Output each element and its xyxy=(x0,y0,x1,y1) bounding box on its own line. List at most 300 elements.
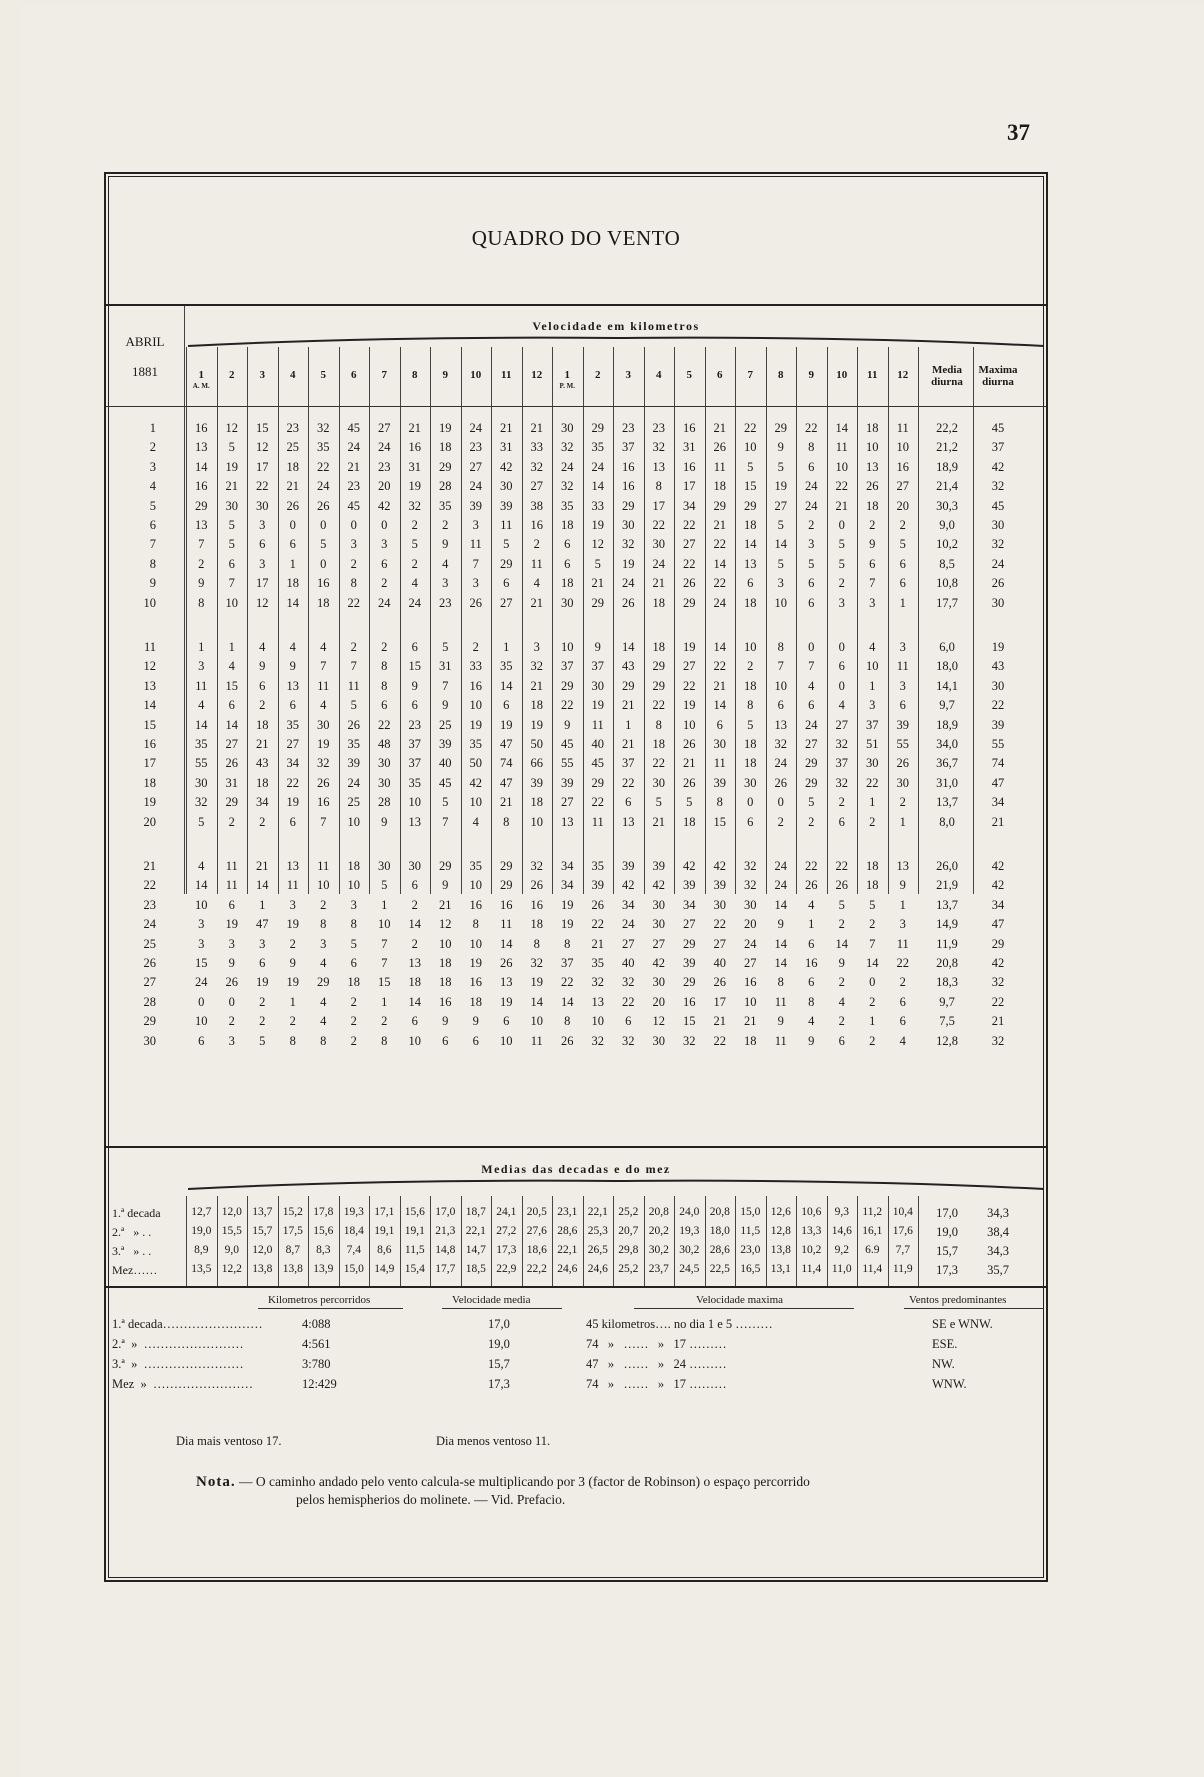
table-cell: 24 xyxy=(774,859,787,873)
table-cell: 2 xyxy=(838,917,845,932)
table-cell: 32 xyxy=(408,498,421,513)
hour-label: 8 xyxy=(778,369,784,381)
media-cell: 9,0 xyxy=(939,518,955,532)
column-rule xyxy=(918,347,919,894)
table-cell: 15 xyxy=(408,659,421,674)
table-cell: 4 xyxy=(198,698,205,713)
table-cell: 0 xyxy=(228,994,235,1009)
table-cell: 16 xyxy=(896,459,909,474)
table-cell: 18 xyxy=(530,698,543,713)
table-cell: 11 xyxy=(530,1033,543,1048)
table-cell: 6 xyxy=(777,698,784,713)
table-cell: 27 xyxy=(744,956,757,970)
table-cell: 18 xyxy=(439,956,452,970)
medias-cell: 12,6 xyxy=(770,1206,791,1218)
pm-label: P. M. xyxy=(559,382,575,390)
media-cell: 20,8 xyxy=(936,956,958,970)
table-cell: 21 xyxy=(835,498,848,513)
table-cell: 3 xyxy=(838,595,845,610)
table-cell: 2 xyxy=(411,518,418,532)
table-cell: 45 xyxy=(561,737,574,751)
maxima-cell: 42 xyxy=(991,859,1005,873)
table-cell: 6 xyxy=(564,537,571,552)
table-cell: 21 xyxy=(256,737,269,751)
hour-header xyxy=(461,369,492,381)
table-cell: 21 xyxy=(530,421,543,435)
table-cell: 1 xyxy=(899,897,906,912)
table-cell: 4 xyxy=(320,1014,327,1029)
table-cell: 0 xyxy=(838,678,845,693)
table-cell: 19 xyxy=(439,421,452,435)
table-cell: 26 xyxy=(805,878,818,893)
table-cell: 2 xyxy=(899,518,906,532)
medias-label: Mez…… xyxy=(112,1263,158,1277)
header-brace xyxy=(186,334,1046,348)
medias-cell: 11,5 xyxy=(740,1225,761,1237)
medias-cell: 9,0 xyxy=(224,1244,239,1256)
table-cell: 3 xyxy=(350,537,357,552)
hour-header xyxy=(857,369,888,381)
day-label: 8 xyxy=(149,556,156,571)
hour-header xyxy=(888,369,919,381)
medias-cell: 15,0 xyxy=(343,1263,364,1275)
table-cell: 5 xyxy=(594,556,601,571)
medias-cell: 11,0 xyxy=(831,1263,852,1275)
table-cell: 23 xyxy=(286,421,299,435)
note-label: Nota. xyxy=(196,1474,236,1490)
table-cell: 5 xyxy=(747,459,754,474)
day-label: 24 xyxy=(143,917,156,932)
day-label: 25 xyxy=(143,936,156,951)
table-cell: 39 xyxy=(439,737,452,751)
maxima-cell: 45 xyxy=(991,498,1005,513)
table-cell: 23 xyxy=(378,459,391,474)
table-cell: 14 xyxy=(195,878,208,893)
table-cell: 18 xyxy=(683,814,696,829)
table-cell: 19 xyxy=(469,956,482,970)
table-cell: 5 xyxy=(350,698,357,713)
table-cell: 35 xyxy=(469,737,482,751)
table-cell: 45 xyxy=(347,498,360,513)
table-cell: 55 xyxy=(561,756,574,771)
table-cell: 28 xyxy=(439,479,452,494)
table-cell: 26 xyxy=(713,975,726,990)
maxima-cell: 42 xyxy=(991,459,1005,474)
table-cell: 26 xyxy=(317,498,330,513)
medias-media-cell: 15,7 xyxy=(936,1244,958,1258)
day-label: 6 xyxy=(149,518,156,532)
table-cell: 2 xyxy=(350,1033,357,1048)
table-cell: 18 xyxy=(439,440,452,455)
summary-label: 2.ª » …………………… xyxy=(112,1337,244,1351)
table-cell: 22 xyxy=(805,421,818,435)
table-cell: 30 xyxy=(378,775,391,790)
table-cell: 29 xyxy=(744,498,757,513)
table-cell: 3 xyxy=(289,897,296,912)
table-cell: 16 xyxy=(683,459,696,474)
medias-cell: 20,7 xyxy=(618,1225,639,1237)
maxima-cell: 32 xyxy=(991,975,1005,990)
table-cell: 27 xyxy=(835,717,848,732)
table-cell: 42 xyxy=(622,878,635,893)
table-cell: 30 xyxy=(866,756,879,771)
maxima-cell: 43 xyxy=(991,659,1005,674)
table-cell: 5 xyxy=(411,537,418,552)
table-cell: 2 xyxy=(899,795,906,810)
table-cell: 13 xyxy=(896,859,909,873)
table-cell: 5 xyxy=(442,640,449,654)
table-cell: 19 xyxy=(591,698,604,713)
medias-cell: 15,5 xyxy=(221,1225,242,1237)
table-cell: 34 xyxy=(561,878,574,893)
table-cell: 24 xyxy=(774,756,787,771)
table-cell: 3 xyxy=(198,917,205,932)
table-cell: 21 xyxy=(500,795,513,810)
column-rule xyxy=(918,1196,919,1286)
table-cell: 30 xyxy=(652,537,665,552)
table-cell: 23 xyxy=(347,479,360,494)
table-cell: 27 xyxy=(683,917,696,932)
table-cell: 16 xyxy=(469,678,482,693)
table-cell: 9 xyxy=(869,537,876,552)
table-cell: 26 xyxy=(683,737,696,751)
table-cell: 14 xyxy=(195,717,208,732)
table-cell: 29 xyxy=(591,595,604,610)
table-cell: 16 xyxy=(195,479,208,494)
table-cell: 4 xyxy=(320,956,327,970)
table-cell: 23 xyxy=(652,421,665,435)
table-cell: 30 xyxy=(195,775,208,790)
table-cell: 13 xyxy=(195,518,208,532)
hour-label: 4 xyxy=(290,369,296,381)
medias-cell: 23,1 xyxy=(557,1206,578,1218)
table-cell: 30 xyxy=(896,775,909,790)
table-cell: 7 xyxy=(320,814,327,829)
medias-cell: 25,2 xyxy=(618,1263,639,1275)
media-cell: 14,1 xyxy=(936,678,958,693)
table-cell: 22 xyxy=(561,698,574,713)
summary-vento: WNW. xyxy=(932,1377,967,1391)
table-cell: 11 xyxy=(195,678,208,693)
day-label: 29 xyxy=(143,1014,156,1029)
table-cell: 22 xyxy=(317,459,330,474)
day-label: 13 xyxy=(143,678,156,693)
table-cell: 13 xyxy=(866,459,879,474)
table-cell: 19 xyxy=(225,459,238,474)
table-cell: 26 xyxy=(774,775,787,790)
hour-label: 7 xyxy=(381,369,387,381)
medias-cell: 27,6 xyxy=(526,1225,547,1237)
table-cell: 37 xyxy=(408,737,421,751)
table-cell: 34 xyxy=(683,498,696,513)
table-cell: 35 xyxy=(591,859,604,873)
table-cell: 17 xyxy=(256,459,269,474)
table-cell: 24 xyxy=(347,440,360,455)
table-cell: 2 xyxy=(350,556,357,571)
table-cell: 21 xyxy=(591,576,604,591)
maxima-cell: 24 xyxy=(991,556,1005,571)
table-cell: 3 xyxy=(869,595,876,610)
table-cell: 32 xyxy=(744,878,757,893)
medias-cell: 15,6 xyxy=(313,1225,334,1237)
summary-km: 12:429 xyxy=(302,1377,337,1391)
hour-header xyxy=(278,369,309,381)
table-cell: 3 xyxy=(259,518,266,532)
table-cell: 4 xyxy=(442,556,449,571)
media-cell: 17,7 xyxy=(936,595,958,610)
media-cell: 31,0 xyxy=(936,775,958,790)
media-cell: 21,4 xyxy=(936,479,958,494)
table-cell: 14 xyxy=(408,994,421,1009)
table-cell: 21 xyxy=(652,576,665,591)
table-cell: 10 xyxy=(530,1014,543,1029)
table-cell: 29 xyxy=(591,421,604,435)
table-cell: 42 xyxy=(713,859,726,873)
table-cell: 5 xyxy=(320,537,327,552)
table-cell: 5 xyxy=(228,440,235,455)
table-cell: 27 xyxy=(896,479,909,494)
table-cell: 15 xyxy=(378,975,391,990)
table-cell: 19 xyxy=(408,479,421,494)
media-cell: 18,9 xyxy=(936,717,958,732)
table-cell: 32 xyxy=(835,737,848,751)
note xyxy=(196,1474,810,1491)
table-cell: 10 xyxy=(561,640,574,654)
table-cell: 14 xyxy=(774,537,787,552)
media-cell: 21,9 xyxy=(936,878,958,893)
table-cell: 24 xyxy=(652,556,665,571)
table-cell: 10 xyxy=(591,1014,604,1029)
table-cell: 51 xyxy=(866,737,879,751)
table-cell: 24 xyxy=(713,595,726,610)
hour-header xyxy=(827,369,858,381)
table-cell: 16 xyxy=(500,897,513,912)
table-cell: 24 xyxy=(774,878,787,893)
table-cell: 35 xyxy=(195,737,208,751)
table-cell: 19 xyxy=(286,917,299,932)
summary-header-underline xyxy=(634,1308,854,1309)
table-cell: 29 xyxy=(439,459,452,474)
table-cell: 12 xyxy=(225,421,238,435)
table-cell: 3 xyxy=(198,936,205,951)
table-cell: 32 xyxy=(622,1033,635,1048)
table-cell: 27 xyxy=(622,936,635,951)
hour-header xyxy=(217,369,248,381)
table-cell: 4 xyxy=(808,897,815,912)
table-cell: 14 xyxy=(500,678,513,693)
hour-header xyxy=(369,369,400,381)
table-cell: 29 xyxy=(195,498,208,513)
table-cell: 4 xyxy=(411,576,418,591)
medias-cell: 14,7 xyxy=(465,1244,486,1256)
table-cell: 26 xyxy=(622,595,635,610)
table-cell: 8 xyxy=(472,917,479,932)
table-cell: 13 xyxy=(195,440,208,455)
table-cell: 5 xyxy=(503,537,510,552)
table-cell: 30 xyxy=(317,717,330,732)
table-cell: 32 xyxy=(744,859,757,873)
table-cell: 32 xyxy=(195,795,208,810)
medias-cell: 17,1 xyxy=(374,1206,395,1218)
table-cell: 4 xyxy=(289,640,296,654)
table-cell: 26 xyxy=(713,440,726,455)
table-cell: 32 xyxy=(591,1033,604,1048)
table-cell: 40 xyxy=(713,956,726,970)
table-cell: 2 xyxy=(228,814,235,829)
table-cell: 14 xyxy=(866,956,879,970)
table-cell: 10 xyxy=(408,1033,421,1048)
table-cell: 16 xyxy=(195,421,208,435)
table-cell: 18 xyxy=(561,576,574,591)
table-cell: 14 xyxy=(561,994,574,1009)
table-cell: 30 xyxy=(408,859,421,873)
table-cell: 7 xyxy=(869,576,876,591)
table-cell: 18 xyxy=(408,975,421,990)
table-cell: 6 xyxy=(808,459,815,474)
table-cell: 8 xyxy=(777,975,784,990)
table-cell: 20 xyxy=(896,498,909,513)
table-cell: 11 xyxy=(713,459,726,474)
medias-cell: 14,8 xyxy=(435,1244,456,1256)
table-cell: 14 xyxy=(713,698,726,713)
table-cell: 8 xyxy=(808,440,815,455)
table-cell: 20 xyxy=(652,994,665,1009)
table-cell: 12 xyxy=(256,440,269,455)
day-label: 19 xyxy=(143,795,156,810)
table-cell: 9 xyxy=(777,1014,784,1029)
table-cell: 6 xyxy=(564,556,571,571)
table-cell: 2 xyxy=(777,814,784,829)
table-cell: 21 xyxy=(347,459,360,474)
table-cell: 2 xyxy=(350,640,357,654)
table-cell: 22 xyxy=(866,775,879,790)
media-cell: 30,3 xyxy=(936,498,958,513)
table-cell: 3 xyxy=(808,537,815,552)
medias-cell: 8,7 xyxy=(285,1244,300,1256)
medias-cell: 11,2 xyxy=(862,1206,883,1218)
table-cell: 5 xyxy=(838,556,845,571)
table-cell: 6 xyxy=(625,1014,632,1029)
table-cell: 21 xyxy=(530,678,543,693)
table-cell: 11 xyxy=(500,917,513,932)
table-cell: 14 xyxy=(835,421,848,435)
table-cell: 5 xyxy=(777,518,784,532)
table-cell: 21 xyxy=(256,859,269,873)
table-cell: 27 xyxy=(652,936,665,951)
table-cell: 33 xyxy=(469,659,482,674)
table-cell: 22 xyxy=(652,698,665,713)
hour-label: 1 xyxy=(198,369,204,381)
medias-cell: 22,2 xyxy=(526,1263,547,1275)
table-cell: 37 xyxy=(622,756,635,771)
table-cell: 8 xyxy=(655,717,662,732)
table-cell: 2 xyxy=(350,1014,357,1029)
table-cell: 6 xyxy=(503,1014,510,1029)
table-cell: 18 xyxy=(439,975,452,990)
table-cell: 4 xyxy=(838,698,845,713)
table-cell: 5 xyxy=(899,537,906,552)
media-cell: 26,0 xyxy=(936,859,958,873)
table-cell: 16 xyxy=(622,459,635,474)
table-cell: 33 xyxy=(591,498,604,513)
maxima-cell: 47 xyxy=(991,917,1005,932)
table-cell: 21 xyxy=(744,1014,757,1029)
table-cell: 22 xyxy=(622,994,635,1009)
table-cell: 7 xyxy=(472,556,479,571)
table-cell: 10 xyxy=(439,936,452,951)
table-cell: 6 xyxy=(472,1033,479,1048)
table-cell: 10 xyxy=(530,814,543,829)
table-cell: 8 xyxy=(320,917,327,932)
table-cell: 15 xyxy=(256,421,269,435)
table-cell: 43 xyxy=(256,756,269,771)
table-cell: 2 xyxy=(869,994,876,1009)
hour-header xyxy=(735,369,766,381)
medias-cell: 8,3 xyxy=(316,1244,331,1256)
table-cell: 24 xyxy=(622,576,635,591)
table-cell: 10 xyxy=(744,994,757,1009)
table-cell: 2 xyxy=(381,1014,388,1029)
table-cell: 30 xyxy=(622,518,635,532)
day-label: 9 xyxy=(149,576,156,591)
maxima-cell: 26 xyxy=(991,576,1005,591)
table-cell: 2 xyxy=(869,1033,876,1048)
table-cell: 19 xyxy=(530,975,543,990)
medias-cell: 18,6 xyxy=(526,1244,547,1256)
table-cell: 6 xyxy=(899,698,906,713)
medias-cell: 9,3 xyxy=(834,1206,849,1218)
table-cell: 29 xyxy=(652,659,665,674)
table-cell: 13 xyxy=(591,994,604,1009)
table-cell: 21 xyxy=(591,936,604,951)
table-cell: 35 xyxy=(469,859,482,873)
medias-cell: 13,1 xyxy=(770,1263,791,1275)
table-cell: 37 xyxy=(561,956,574,970)
medias-cell: 12,0 xyxy=(221,1206,242,1218)
table-cell: 18 xyxy=(347,859,360,873)
medias-cell: 22,9 xyxy=(496,1263,517,1275)
table-cell: 30 xyxy=(591,678,604,693)
table-cell: 8 xyxy=(198,595,205,610)
table-cell: 1 xyxy=(259,897,266,912)
table-cell: 32 xyxy=(561,440,574,455)
table-cell: 21 xyxy=(713,1014,726,1029)
table-cell: 27 xyxy=(500,595,513,610)
table-cell: 22 xyxy=(683,556,696,571)
table-cell: 30 xyxy=(652,897,665,912)
summary-media: 17,0 xyxy=(488,1317,510,1331)
medias-cell: 10,6 xyxy=(801,1206,822,1218)
table-cell: 18 xyxy=(744,1033,757,1048)
table-cell: 32 xyxy=(530,859,543,873)
table-cell: 6 xyxy=(869,556,876,571)
table-cell: 24 xyxy=(591,459,604,474)
table-cell: 14 xyxy=(713,640,726,654)
table-cell: 37 xyxy=(591,659,604,674)
table-cell: 22 xyxy=(591,795,604,810)
table-cell: 11 xyxy=(530,556,543,571)
medias-cell: 15,2 xyxy=(282,1206,303,1218)
table-cell: 21 xyxy=(713,421,726,435)
hour-label: 6 xyxy=(717,369,723,381)
table-cell: 30 xyxy=(500,479,513,494)
hour-header xyxy=(674,369,705,381)
table-cell: 18 xyxy=(652,640,665,654)
day-label: 15 xyxy=(143,717,156,732)
table-cell: 30 xyxy=(713,897,726,912)
table-cell: 26 xyxy=(530,878,543,893)
table-cell: 2 xyxy=(411,936,418,951)
